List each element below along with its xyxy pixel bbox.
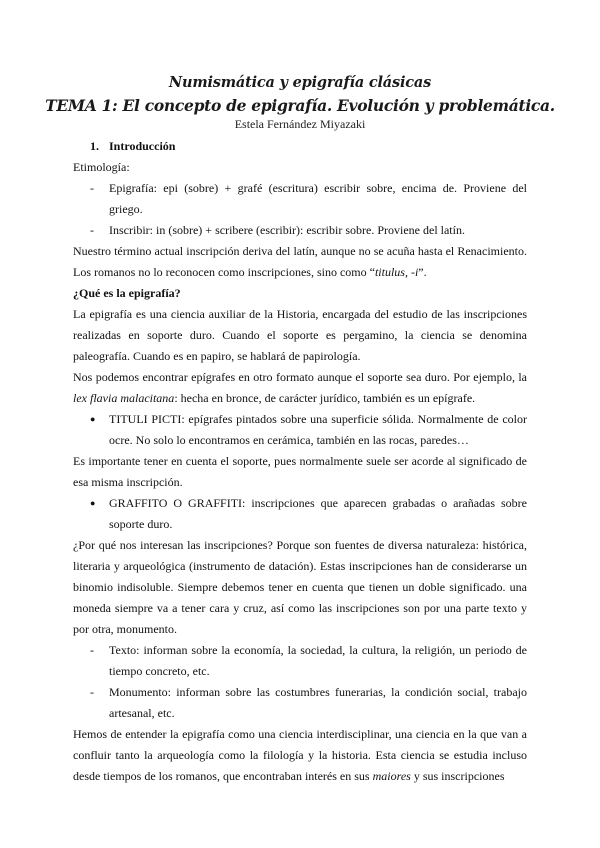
text-run: Nos podemos encontrar epígrafes en otro formato aunque el soporte sea duro. Por ejemplo, la [73, 370, 527, 384]
paragraph-interdisciplinary [73, 724, 527, 787]
bullet-item-graffiti: ● GRAFFITO O GRAFFITI: inscripciones que aparecen grabadas o arañadas sobre soporte duro. [73, 493, 527, 535]
section-heading-introduccion [73, 136, 527, 157]
subheading-que-es: ¿Qué es la epigrafía? [73, 286, 181, 300]
paragraph-why: ¿Por qué nos interesan las inscripciones? Porque son fuentes de diversa naturaleza: histórica, literaria y arqueológica (instrumento de datación). Estas inscripciones han de considerarse un binomio indisoluble. Siempre debemos tener en cuenta que tienen un doble significado. una moneda siempre va a tener cara y cruz, así como las inscripciones son por una parte texto y por otra, monumento. [73, 538, 527, 636]
why-list [73, 640, 527, 724]
text-run: Hemos de entender la epigrafía como una ciencia interdisciplinar, una ciencia en la que van a confluir tanto la arqueología como la filología y la historia. Esta ciencia se estudia incluso desde tiempos de los romanos, que encontraban interés en sus [73, 727, 527, 783]
etymology-item-epigrafia: - Epigrafía: epi (sobre) + grafé (escritura) escribir sobre, encima de. Proviene del griego. [73, 178, 527, 220]
italic-term: lex flavia malacitana [73, 391, 175, 405]
text-run: ”. [418, 265, 427, 279]
paragraph-definition: La epigrafía es una ciencia auxiliar de la Historia, encargada del estudio de las inscripciones realizadas en soporte duro. Cuando el soporte es pergamino, la ciencia se denomina paleografía. Cuando es en papiro, se hablará de papirología. [73, 307, 527, 363]
etymology-item-inscribir: - Inscribir: in (sobre) + scribere (escribir): escribir sobre. Proviene del latín. [73, 220, 527, 241]
bullet-item-tituli-picti: ● TITULI PICTI: epígrafes pintados sobre una superficie sólida. Normalmente de color ocre. No solo lo encontramos en cerámica, también en las rocas, paredes… [73, 409, 527, 451]
why-item-monumento: - Monumento: informan sobre las costumbres funerarias, la condición social, trabajo artesanal, etc. [73, 682, 527, 724]
why-item-texto: - Texto: informan sobre la economía, la sociedad, la cultura, la religión, un periodo de tiempo concreto, etc. [73, 640, 527, 682]
paragraph-support: Es importante tener en cuenta el soporte, pues normalmente suele ser acorde al significado de esa misma inscripción. [73, 454, 527, 489]
document-body [73, 136, 527, 787]
paragraph-formats [73, 367, 527, 409]
author-name: Estela Fernández Miyazaki [234, 117, 366, 131]
italic-term: maiores [372, 769, 411, 783]
graffiti-list [73, 493, 527, 535]
paragraph-term-origin [73, 241, 527, 283]
text-run: : hecha en bronce, de carácter jurídico, también es un epígrafe. [174, 391, 476, 405]
section-number: 1. [90, 139, 99, 153]
text-run: Nuestro término actual inscripción deriva del latín, aunque no se acuña hasta el Renacimiento. Los romanos no lo reconocen como inscripciones, sino como “ [73, 244, 527, 279]
italic-term: titulus, -i [374, 265, 419, 279]
topic-title: TEMA 1: El concepto de epigrafía. Evolución y problemática. [45, 96, 555, 115]
text-run: y sus inscripciones [410, 769, 505, 783]
etymology-label: Etimología: [73, 160, 130, 174]
course-title: Numismática y epigrafía clásicas [168, 74, 432, 91]
tituli-list [73, 409, 527, 451]
section-title: Introducción [109, 139, 176, 153]
etymology-list [73, 178, 527, 241]
